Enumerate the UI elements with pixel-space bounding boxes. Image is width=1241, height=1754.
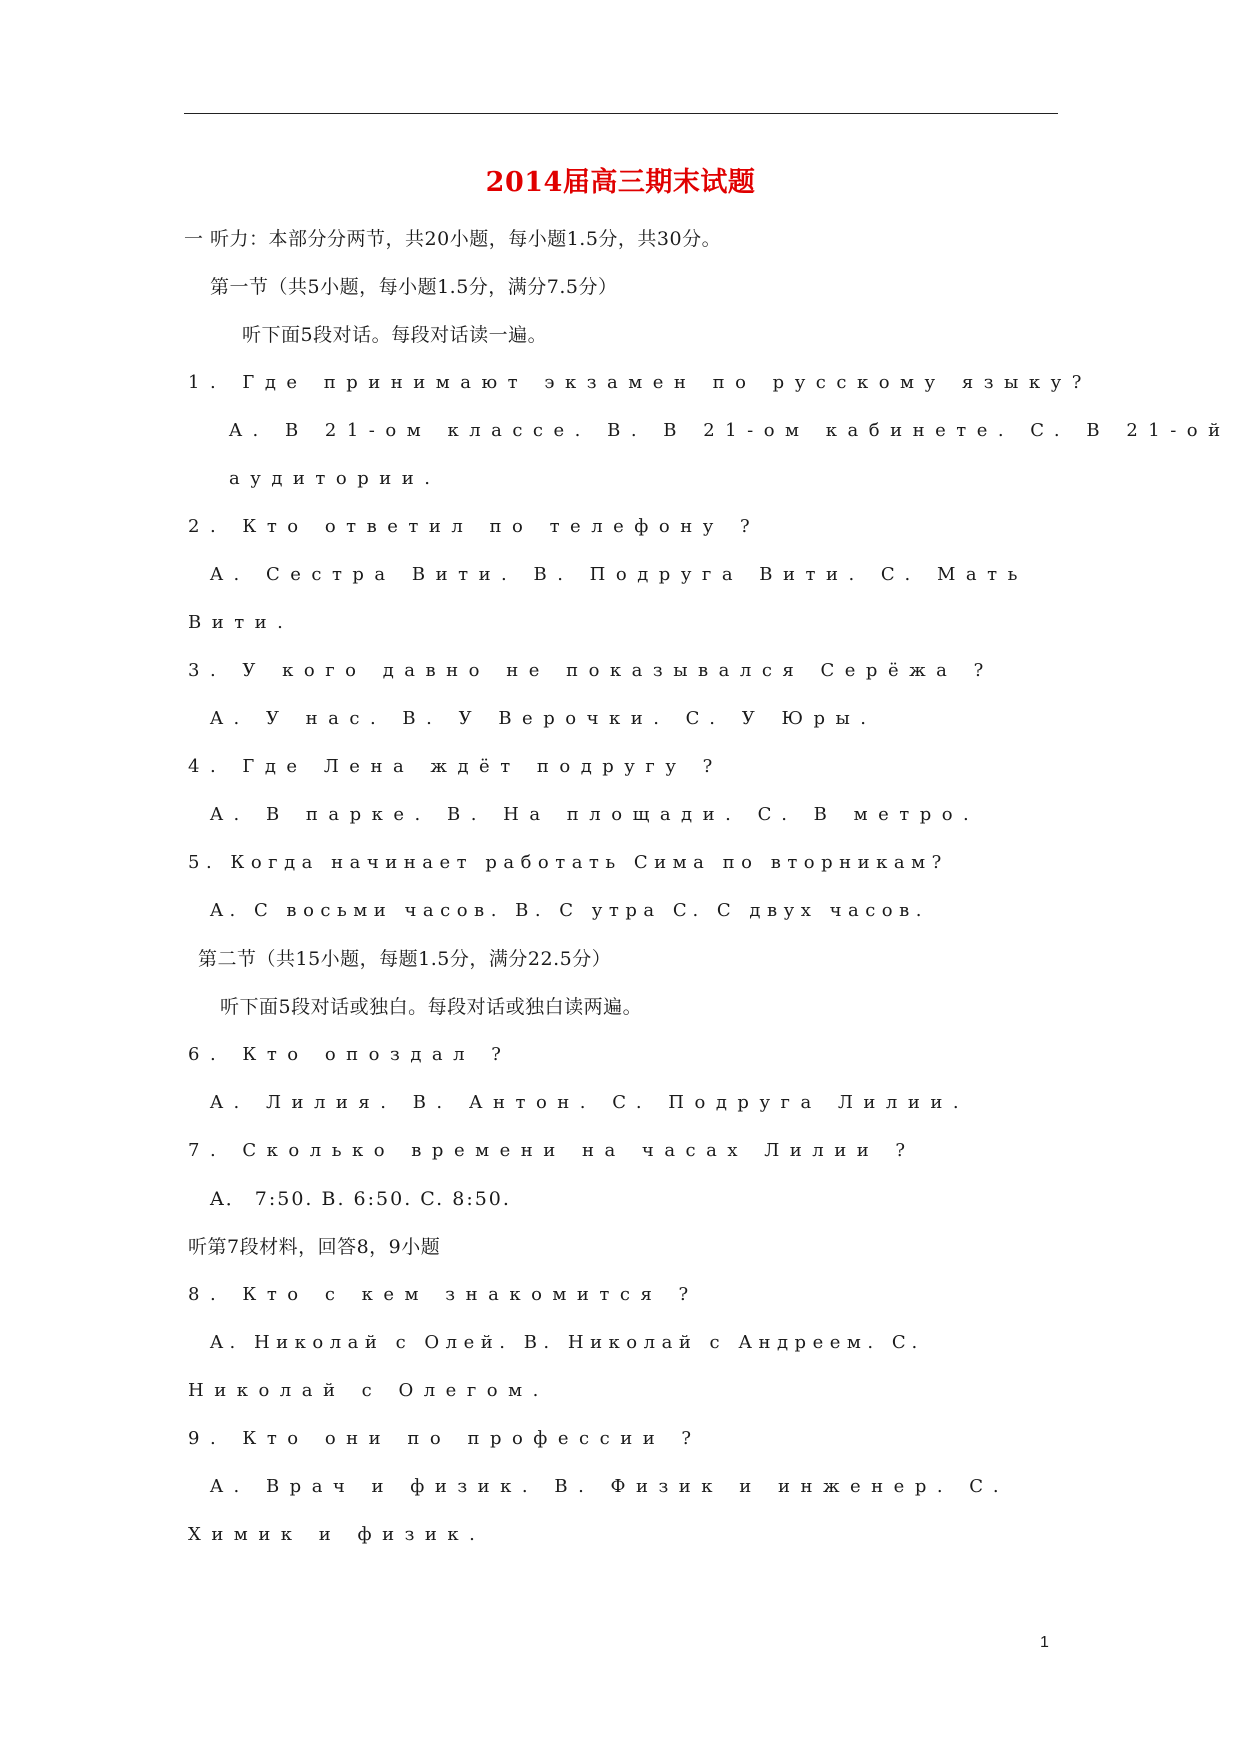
page-title: 2014届高三期末试题 [485, 167, 756, 198]
material-note: 听第7段材料，回答8，9小题 [188, 1236, 441, 1258]
answer-options-cont: Вити. [188, 612, 294, 633]
answer-options: A. В 21-ом классе. B. В 21-ом кабинете. C. В 21-ой [229, 420, 1231, 441]
question-text: 1. Где принимают экзамен по русскому языку? [188, 372, 1092, 393]
header-rule [184, 113, 1058, 114]
section-heading: 一 听力：本部分分两节，共20小题，每小题1.5分，共30分。 [184, 228, 722, 250]
part-instruction: 听下面5段对话。每段对话读一遍。 [242, 324, 548, 346]
question-text: 2. Кто ответил по телефону ? [188, 516, 761, 537]
part-heading: 第一节（共5小题，每小题1.5分，满分7.5分） [210, 276, 618, 298]
answer-options: A. Врач и физик. B. Физик и инженер. C. [210, 1476, 1010, 1497]
answer-options: A. Лилия. B. Антон. C. Подруга Лилии. [210, 1092, 970, 1113]
answer-options-cont: Николай с Олегом. [188, 1380, 549, 1401]
part-instruction: 听下面5段对话或独白。每段对话或独白读两遍。 [220, 996, 643, 1018]
answer-options: A. В парке. B. На площади. C. В метро. [210, 804, 980, 825]
answer-options: A. Николай с Олей. B. Николай с Андреем. C. [210, 1332, 924, 1353]
question-text: 8. Кто с кем знакомится ? [188, 1284, 699, 1305]
question-text: 9. Кто они по профессии ? [188, 1428, 702, 1449]
part-heading: 第二节（共15小题，每题1.5分，满分22.5分） [198, 948, 612, 970]
page-number: 1 [1040, 1634, 1049, 1651]
answer-options: A. С восьми часов. B. С утра C. С двух часов. [210, 900, 928, 921]
answer-options: A. У нас. B. У Верочки. C. У Юры. [210, 708, 877, 729]
answer-options: A. Сестра Вити. B. Подруга Вити. C. Мать [210, 564, 1028, 585]
question-text: 6. Кто опоздал ? [188, 1044, 512, 1065]
answer-options: A． 7:50. B. 6:50. C. 8:50. [210, 1188, 511, 1210]
question-text: 4. Где Лена ждёт подругу ? [188, 756, 723, 777]
question-text: 7. Сколько времени на часах Лилии ? [188, 1140, 916, 1161]
question-text: 5. Когда начинает работать Сима по вторникам? [188, 852, 948, 873]
question-text: 3. У кого давно не показывался Серёжа ? [188, 660, 994, 681]
answer-options-cont: аудитории. [229, 468, 441, 489]
answer-options-cont: Химик и физик. [188, 1524, 486, 1545]
